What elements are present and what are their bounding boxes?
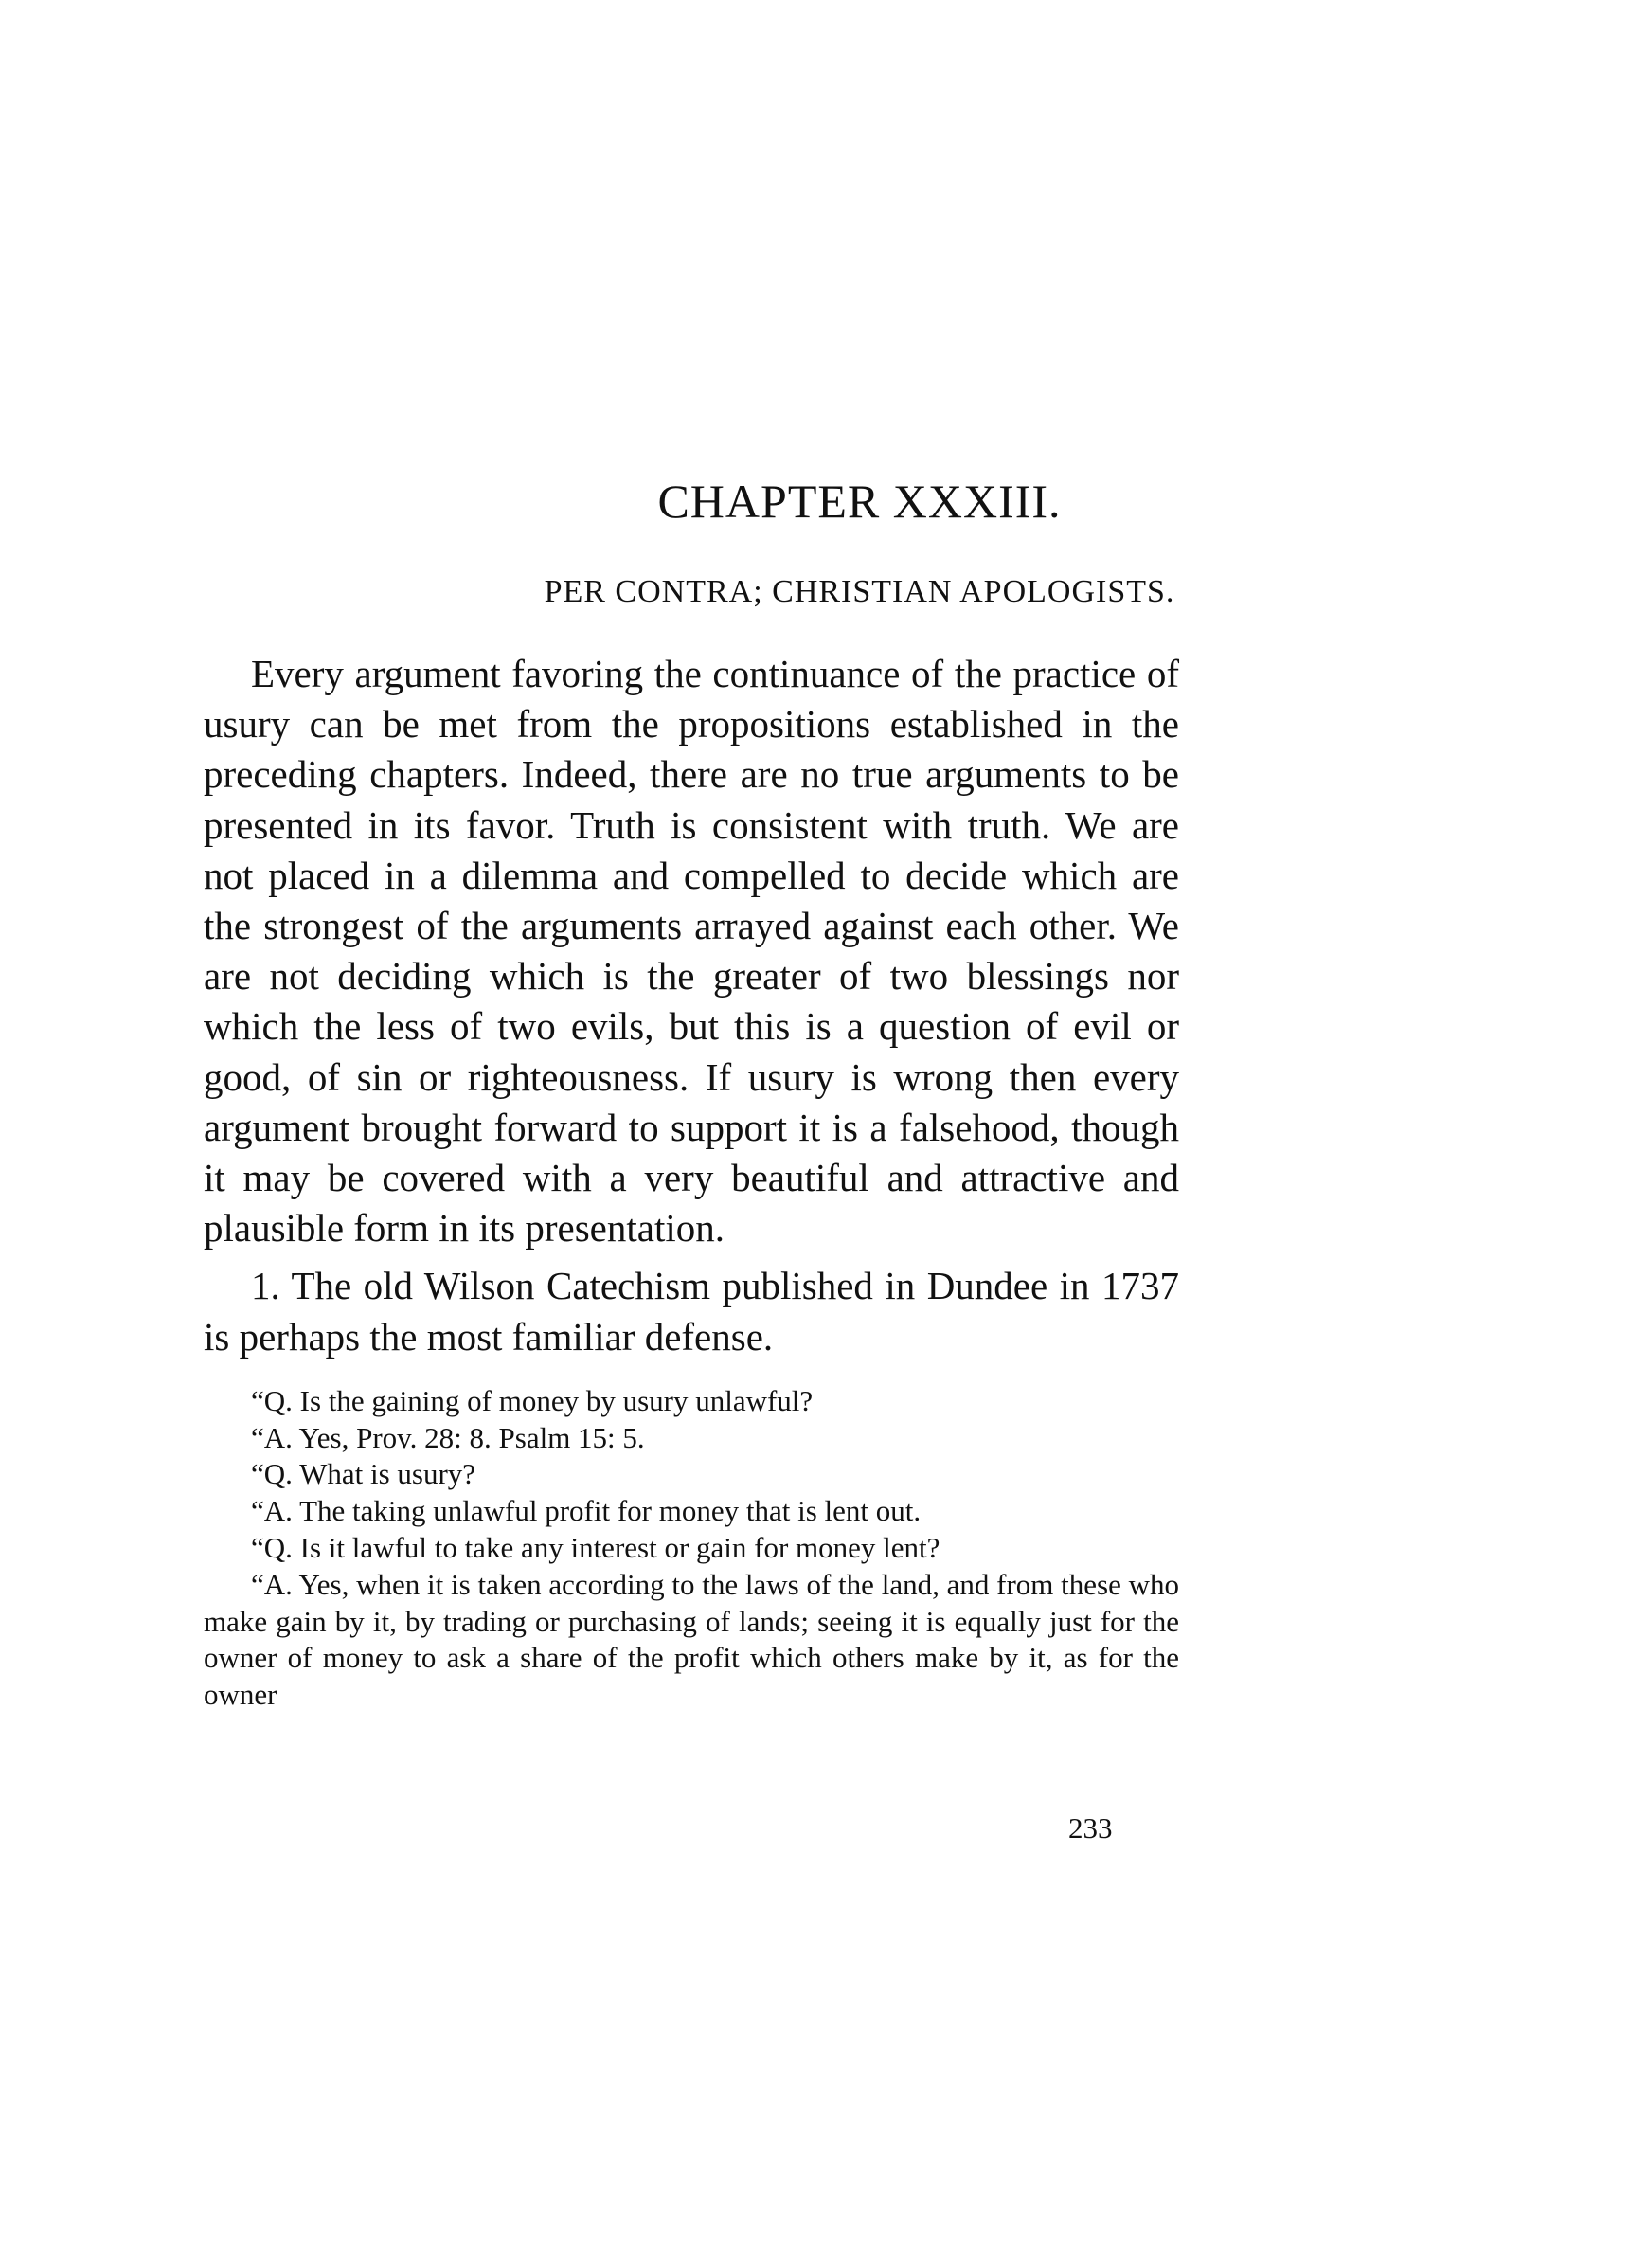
chapter-title: CHAPTER XXXIII. [657, 475, 1062, 528]
paragraph-wilson-catechism: 1. The old Wilson Catechism published in Dundee in 1737 is perhaps the most familiar defense. [204, 1264, 1179, 1359]
catechism-line: “A. The taking unlawful profit for money that is lent out. [251, 1494, 922, 1528]
body-text [204, 649, 1179, 1714]
catechism-line: “Q. Is the gaining of money by usury unlawful? [251, 1383, 814, 1417]
catechism-line: “A. Yes, Prov. 28: 8. Psalm 15: 5. [251, 1420, 645, 1454]
catechism-quote [204, 1383, 1179, 1714]
page-number: 233 [1068, 1811, 1113, 1845]
chapter-subtitle: PER CONTRA; CHRISTIAN APOLOGISTS. [544, 574, 1175, 609]
catechism-line: “Q. Is it lawful to take any interest or gain for money lent? [251, 1531, 940, 1565]
paragraph-intro: Every argument favoring the continuance of the practice of usury can be met from the propositions established in the preceding chapters. Indeed, there are no true arguments to be presented in its favor. Truth is consistent with truth. We are not placed in a dilemma and compelled to decide which are the strongest of the arguments arrayed against each other. We are not deciding which is the greater of two blessings nor which the less of two evils, but this is a question of evil or good, of sin or righteousness. If usury is wrong then every argument brought forward to support it is a falsehood, though it may be covered with a very beautiful and attractive and plausible form in its presentation. [204, 652, 1179, 1251]
catechism-line: “Q. What is usury? [251, 1457, 476, 1491]
catechism-line: “A. Yes, when it is taken according to the laws of the land, and from these who make gain by it, by trading or purchasing of lands; seeing it is equally just for the owner of money to ask a share of the profit which others make by it, as for the owner [204, 1567, 1179, 1712]
